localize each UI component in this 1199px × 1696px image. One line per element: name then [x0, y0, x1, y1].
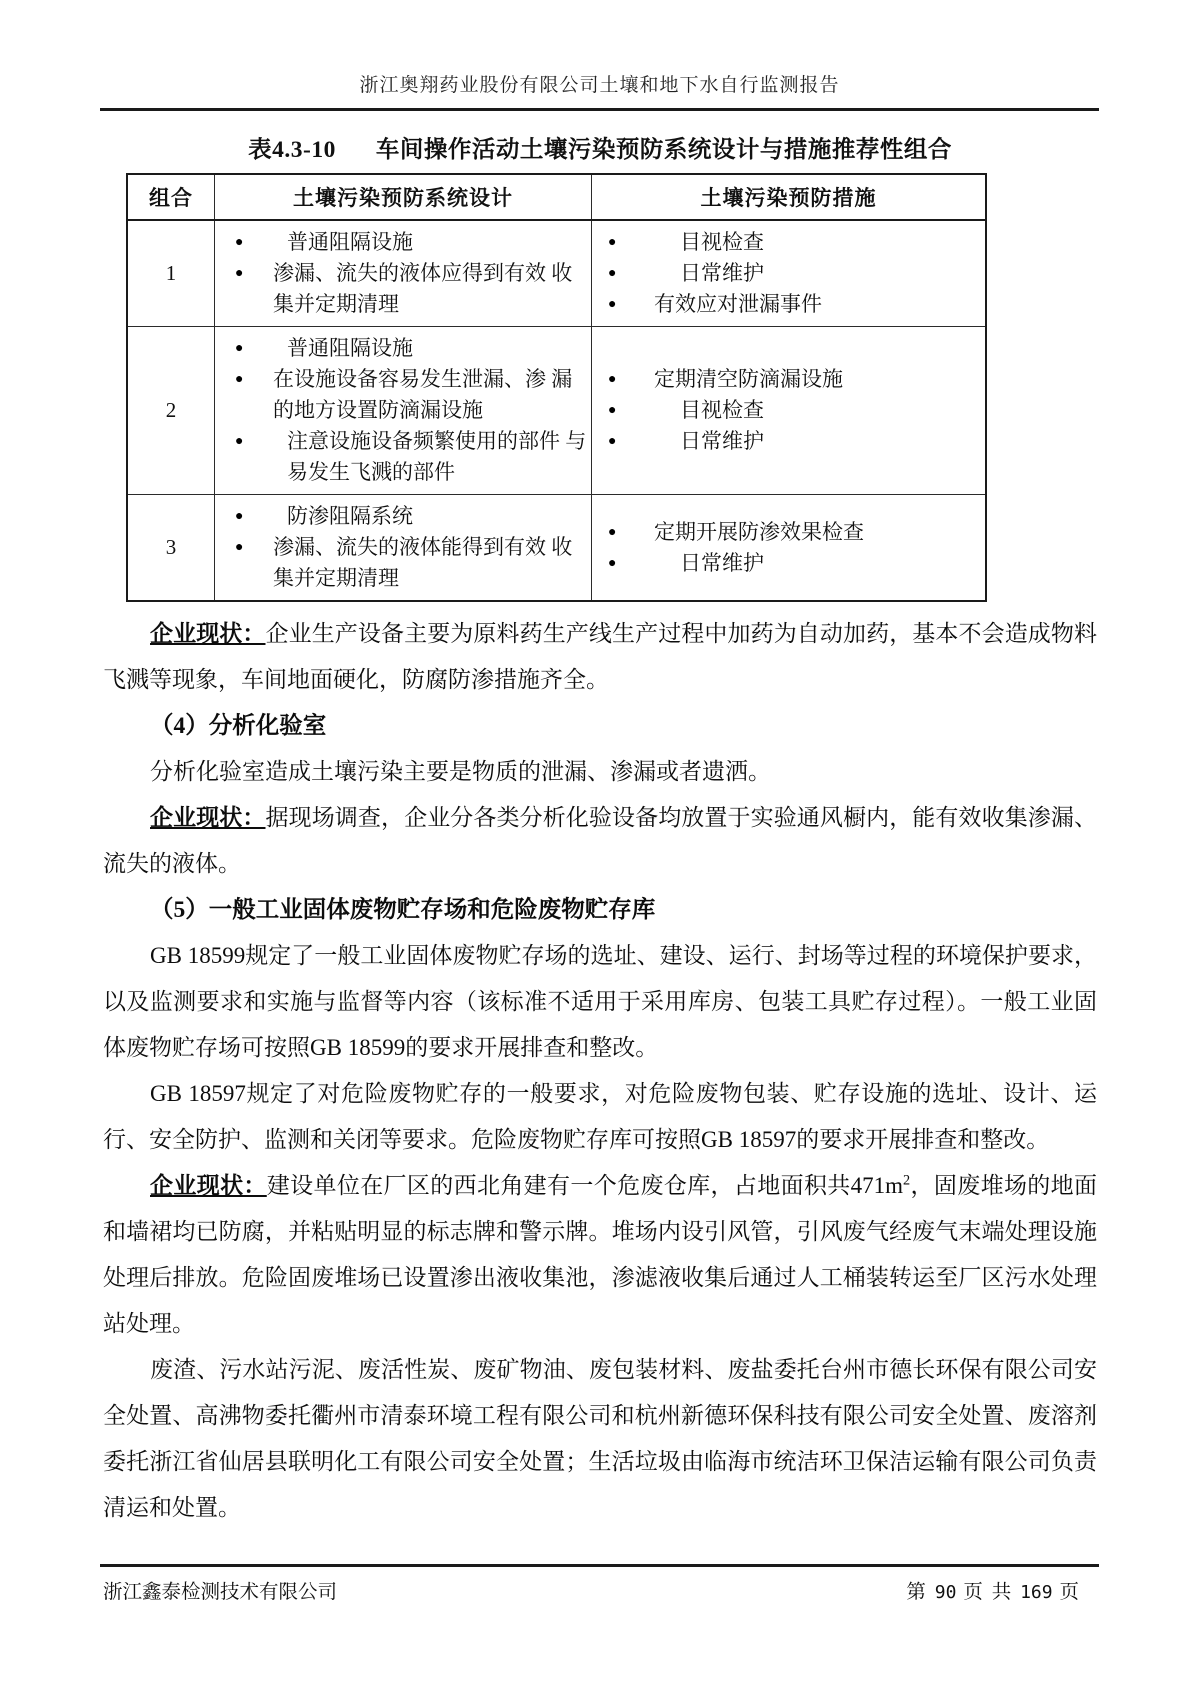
- bullet-icon: ●: [235, 341, 244, 356]
- paragraph-text: 据现场调查，企业分各类分析化验设备均放置于实验通风橱内，能有效收集渗漏、流失的液体。: [103, 805, 1098, 876]
- bullet-icon: ●: [235, 509, 244, 524]
- section-heading-4: （4）分析化验室: [150, 713, 327, 739]
- superscript: 2: [903, 1172, 911, 1189]
- group-number: 2: [127, 327, 215, 495]
- list-item-text: 防渗阻隔系统: [287, 504, 413, 528]
- list-item: [596, 426, 981, 457]
- paragraph-gb18599: GB 18599规定了一般工业固体废物贮存场的选址、建设、运行、封场等过程的环境保护要求，以及监测要求和实施与监督等内容（该标准不适用于采用库房、包装工具贮存过程）。一般工业固体废物贮存场可按照GB 18599的要求开展排查和整改。: [103, 943, 1097, 1060]
- list-item-text: 渗漏、流失的液体应得到有效 收集并定期清理: [273, 261, 573, 316]
- list-item: [219, 227, 587, 258]
- page-number-prefix: 第: [906, 1582, 928, 1603]
- bullet-icon: ●: [235, 434, 244, 449]
- design-cell: [215, 220, 592, 327]
- list-item-text: 日常维护: [680, 429, 764, 453]
- measures-cell: [592, 495, 987, 602]
- list-item: [596, 517, 981, 548]
- list-item-text: 渗漏、流失的液体能得到有效 收集并定期清理: [273, 535, 573, 590]
- design-cell: [215, 327, 592, 495]
- page-number-current: 90: [934, 1582, 957, 1603]
- header-divider: [100, 108, 1099, 111]
- list-item: [219, 501, 587, 532]
- group-number: 3: [127, 495, 215, 602]
- bullet-icon: ●: [608, 555, 617, 571]
- bullet-icon: ●: [235, 235, 244, 250]
- column-header-design: 土壤污染预防系统设计: [215, 174, 592, 220]
- section-heading-5: （5）一般工业固体废物贮存场和危险废物贮存库: [150, 897, 656, 923]
- table-number: 表4.3-10: [248, 137, 336, 163]
- table-caption: [103, 130, 1097, 164]
- page-number-total: 169: [1020, 1582, 1053, 1603]
- column-header-measures: 土壤污染预防措施: [592, 174, 987, 220]
- bullet-icon: ●: [608, 403, 617, 418]
- measures-cell: [592, 327, 987, 495]
- status-label: 企业现状：: [150, 621, 266, 646]
- paragraph-text: 企业生产设备主要为原料药生产线生产过程中加药为自动加药，基本不会造成物料飞溅等现象，车间地面硬化，防腐防渗措施齐全。: [103, 621, 1098, 692]
- list-item: [596, 258, 981, 289]
- footer-company: 浙江鑫泰检测技术有限公司: [103, 1582, 338, 1603]
- bullet-icon: ●: [608, 524, 617, 540]
- list-item: [219, 364, 587, 426]
- footer-page-number: [906, 1576, 1081, 1604]
- page-content: [103, 128, 1097, 1531]
- prevention-combination-table: [126, 173, 987, 602]
- paragraph-text: 建设单位在厂区的西北角建有一个危废仓库，占地面积共471m: [266, 1173, 904, 1198]
- page-number-middle: 页 共: [963, 1582, 1014, 1603]
- paragraph-waste-disposal: 废渣、污水站污泥、废活性炭、废矿物油、废包装材料、废盐委托台州市德长环保有限公司安全处置、高沸物委托衢州市清泰环境工程有限公司和杭州新德环保科技有限公司安全处置、废溶剂委托浙江省仙居县联明化工有限公司安全处置；生活垃圾由临海市统洁环卫保洁运输有限公司负责清运和处置。: [103, 1357, 1097, 1520]
- bullet-icon: ●: [608, 266, 617, 281]
- paragraph-enterprise-status-3: [103, 1163, 1097, 1347]
- list-item: [596, 364, 981, 395]
- list-item-text: 注意设施设备频繁使用的部件 与易发生飞溅的部件: [287, 429, 587, 484]
- bullet-icon: ●: [608, 434, 617, 449]
- list-item-text: 普通阻隔设施: [287, 230, 413, 254]
- list-item-text: 普通阻隔设施: [287, 336, 413, 360]
- bullet-icon: ●: [235, 266, 244, 281]
- list-item: [219, 333, 587, 364]
- table-row: [127, 495, 986, 602]
- measures-cell: [592, 220, 987, 327]
- paragraph-lab: 分析化验室造成土壤污染主要是物质的泄漏、渗漏或者遗洒。: [150, 759, 771, 784]
- paragraph-enterprise-status-1: [103, 611, 1097, 703]
- list-item-text: 定期开展防渗效果检查: [654, 519, 864, 544]
- list-item-text: 目视检查: [680, 398, 764, 422]
- list-item-text: 定期清空防滴漏设施: [654, 367, 843, 391]
- status-label: 企业现状：: [150, 1173, 267, 1198]
- list-item: [596, 548, 981, 579]
- paragraph-text: ，固废堆场的地面和墙裙均已防腐，并粘贴明显的标志牌和警示牌。堆场内设引风管，引风废气经废气末端处理设施处理后排放。危险固废堆场已设置渗出液收集池，渗滤液收集后通过人工桶装转运至厂区污水处理站处理。: [103, 1173, 1098, 1336]
- bullet-icon: ●: [608, 372, 617, 387]
- list-item: [596, 289, 981, 320]
- list-item: [596, 395, 981, 426]
- list-item: [219, 258, 587, 320]
- paragraph-enterprise-status-2: [103, 795, 1097, 887]
- bullet-icon: ●: [608, 235, 617, 250]
- table-row: [127, 327, 986, 495]
- bullet-icon: ●: [235, 372, 244, 387]
- list-item-text: 目视检查: [680, 230, 764, 254]
- column-header-group: 组合: [127, 174, 215, 220]
- list-item: [219, 426, 587, 488]
- design-cell: [215, 495, 592, 602]
- list-item: [219, 532, 587, 594]
- status-label: 企业现状：: [150, 805, 266, 830]
- list-item: [596, 227, 981, 258]
- list-item-text: 日常维护: [680, 261, 764, 285]
- group-number: 1: [127, 220, 215, 327]
- page-number-suffix: 页: [1059, 1582, 1081, 1603]
- running-header: 浙江奥翔药业股份有限公司土壤和地下水自行监测报告: [359, 75, 840, 96]
- footer-divider: [100, 1564, 1099, 1567]
- table-title: 车间操作活动土壤污染预防系统设计与措施推荐性组合: [375, 137, 952, 163]
- paragraph-gb18597: GB 18597规定了对危险废物贮存的一般要求，对危险废物包装、贮存设施的选址、设计、运行、安全防护、监测和关闭等要求。危险废物贮存库可按照GB 18597的要求开展排查和整改。: [103, 1081, 1097, 1152]
- list-item-text: 日常维护: [680, 550, 764, 575]
- list-item-text: 有效应对泄漏事件: [654, 292, 822, 316]
- table-header-row: [127, 174, 986, 220]
- table-row: [127, 220, 986, 327]
- list-item-text: 在设施设备容易发生泄漏、渗 漏的地方设置防滴漏设施: [273, 367, 573, 422]
- body-text: [103, 611, 1097, 1531]
- bullet-icon: ●: [235, 540, 244, 555]
- bullet-icon: ●: [608, 297, 617, 312]
